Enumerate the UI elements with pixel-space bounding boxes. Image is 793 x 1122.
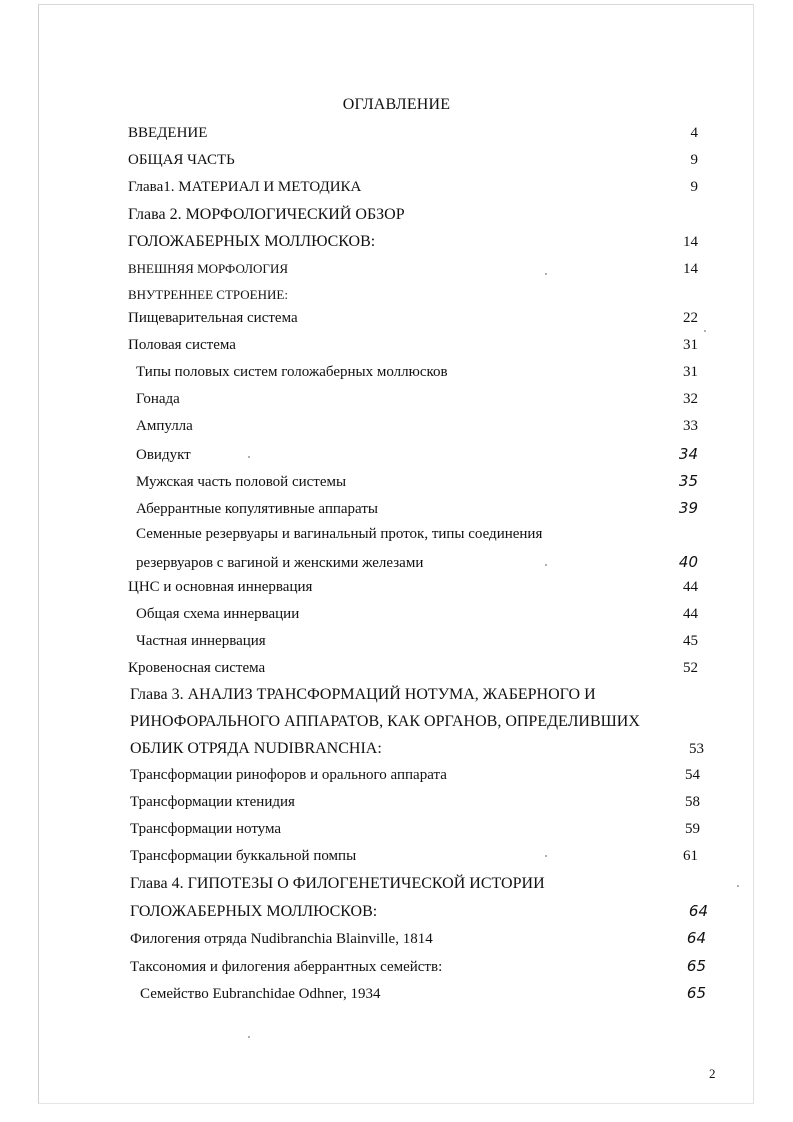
toc-entry-oviduct	[136, 445, 700, 464]
toc-entry-chapter-2	[128, 206, 700, 224]
toc-entry-chapter-4	[130, 875, 706, 893]
page-title: ОГЛАВЛЕНИЕ	[342, 96, 451, 113]
toc-label: ОБЛИК ОТРЯДА NUDIBRANCHIA:	[130, 740, 382, 757]
toc-label: Кровеносная система	[128, 660, 266, 676]
toc-entry-seminal-receptacles	[136, 526, 700, 543]
toc-label: Гонада	[136, 391, 180, 407]
toc-label: ГОЛОЖАБЕРНЫХ МОЛЛЮСКОВ:	[130, 903, 378, 920]
toc-page-number: 33	[683, 418, 698, 434]
toc-label: Трансформации ринофоров и орального аппарата	[130, 767, 447, 783]
scan-speck	[545, 564, 547, 566]
toc-page-number: 31	[683, 337, 698, 353]
toc-label: Пищеварительная система	[128, 310, 298, 326]
toc-page-number: 58	[685, 794, 700, 810]
toc-entry-nudibranchia-phylogeny	[130, 929, 708, 948]
toc-page-number: 64	[686, 929, 706, 947]
toc-page-number: 64	[688, 902, 708, 920]
toc-page-number: 44	[683, 579, 698, 595]
toc-entry-general-innervation	[136, 606, 700, 623]
toc-entry-male-part	[136, 472, 700, 491]
scan-speck	[545, 855, 547, 857]
toc-label: Частная иннервация	[136, 633, 266, 649]
scan-speck	[248, 1036, 250, 1038]
scan-speck	[545, 273, 547, 275]
toc-entry-internal-structure	[128, 287, 700, 303]
toc-label: Семенные резервуары и вагинальный проток, типы соединения	[136, 526, 543, 542]
toc-entry-gonad	[136, 391, 700, 408]
toc-page-number: 32	[683, 391, 698, 407]
toc-label: резервуаров с вагиной и женскими железами	[136, 555, 424, 571]
toc-label: Половая система	[128, 337, 236, 353]
toc-label: Трансформации буккальной помпы	[130, 848, 357, 864]
toc-label: Филогения отряда Nudibranchia Blainville, 1814	[130, 931, 433, 947]
scan-speck	[737, 885, 739, 887]
toc-label: Трансформации ктенидия	[130, 794, 295, 810]
toc-label: ГОЛОЖАБЕРНЫХ МОЛЛЮСКОВ:	[128, 233, 376, 250]
toc-page-number: 45	[683, 633, 698, 649]
page-number: 2	[709, 1066, 716, 1081]
toc-page-number: 14	[683, 261, 698, 277]
toc-label: Ампулла	[136, 418, 193, 434]
toc-label: Типы половых систем голожаберных моллюсков	[136, 364, 448, 380]
toc-page-number: 53	[689, 741, 704, 757]
toc-entry-general-part	[128, 152, 700, 169]
toc-page-number: 35	[678, 472, 698, 490]
scan-speck	[704, 330, 706, 332]
toc-page-number: 39	[678, 499, 698, 517]
toc-page-number: 61	[683, 848, 698, 864]
toc-page-number: 44	[683, 606, 698, 622]
toc-label: Таксономия и филогения аберрантных семейств:	[130, 959, 443, 975]
toc-label: Глава 3. АНАЛИЗ ТРАНСФОРМАЦИЙ НОТУМА, ЖАБЕРНОГО И	[130, 686, 596, 703]
toc-label: Аберрантные копулятивные аппараты	[136, 501, 378, 517]
toc-page-number: 65	[686, 984, 706, 1002]
toc-entry-eubranchidae	[140, 984, 708, 1003]
toc-entry-cns	[128, 579, 700, 596]
toc-entry-specific-innervation	[136, 633, 700, 650]
toc-label: Овидукт	[136, 447, 191, 463]
toc-label: ОБЩАЯ ЧАСТЬ	[128, 152, 235, 168]
toc-entry-chapter-2-cont	[128, 233, 700, 251]
toc-entry-external-morphology	[128, 261, 700, 278]
toc-label: ЦНС и основная иннервация	[128, 579, 313, 595]
toc-page-number: 9	[690, 152, 698, 168]
scan-speck	[248, 456, 250, 458]
toc-entry-chapter-3-cont-1	[130, 713, 712, 731]
toc-entry-aberrant-copulatory	[136, 499, 700, 518]
toc-page-number: 22	[683, 310, 698, 326]
toc-page-number: 9	[690, 179, 698, 195]
toc-entry-chapter-3	[130, 686, 712, 704]
toc-entry-buccal-pump-transformations	[130, 848, 700, 865]
toc-entry-notum-transformations	[130, 821, 702, 838]
toc-label: Мужская часть половой системы	[136, 474, 347, 490]
toc-entry-circulatory-system	[128, 660, 700, 677]
toc-label: Трансформации нотума	[130, 821, 282, 837]
toc-label: Глава1. МАТЕРИАЛ И МЕТОДИКА	[128, 179, 362, 195]
toc-entry-aberrant-families-taxonomy	[130, 957, 708, 976]
toc-entry-digestive-system	[128, 310, 700, 327]
toc-entry-seminal-receptacles-cont	[136, 553, 700, 572]
toc-label: Семейство Eubranchidae Odhner, 1934	[140, 986, 381, 1002]
toc-entry-ctenidium-transformations	[130, 794, 702, 811]
toc-entry-types-of-reproductive-systems	[136, 364, 700, 381]
toc-entry-chapter-4-cont	[130, 902, 710, 921]
toc-label: Глава 2. МОРФОЛОГИЧЕСКИЙ ОБЗОР	[128, 206, 405, 223]
toc-page-number: 65	[686, 957, 706, 975]
toc-entry-introduction	[128, 125, 700, 142]
toc-entry-reproductive-system	[128, 337, 700, 354]
toc-entry-ampulla	[136, 418, 700, 435]
toc-label: ВНУТРЕННЕЕ СТРОЕНИЕ:	[128, 287, 288, 302]
toc-page-number: 59	[685, 821, 700, 837]
toc-entry-chapter-3-cont-2	[130, 740, 706, 758]
toc-label: РИНОФОРАЛЬНОГО АППАРАТОВ, КАК ОРГАНОВ, ОПРЕДЕЛИВШИХ	[130, 713, 640, 730]
toc-entry-rhinophore-transformations	[130, 767, 702, 784]
toc-label: Общая схема иннервации	[136, 606, 300, 622]
toc-entry-chapter-1	[128, 179, 700, 196]
toc-page-number: 52	[683, 660, 698, 676]
toc-page-number: 4	[690, 125, 698, 141]
toc-page-number: 54	[685, 767, 700, 783]
toc-page-number: 34	[678, 445, 698, 463]
toc-label: ВВЕДЕНИЕ	[128, 125, 208, 141]
toc-page-number: 14	[683, 234, 698, 250]
toc-page-number: 40	[678, 553, 698, 571]
toc-page-number: 31	[683, 364, 698, 380]
toc-label: ВНЕШНЯЯ МОРФОЛОГИЯ	[128, 261, 288, 276]
toc-label: Глава 4. ГИПОТЕЗЫ О ФИЛОГЕНЕТИЧЕСКОЙ ИСТОРИИ	[130, 875, 545, 892]
